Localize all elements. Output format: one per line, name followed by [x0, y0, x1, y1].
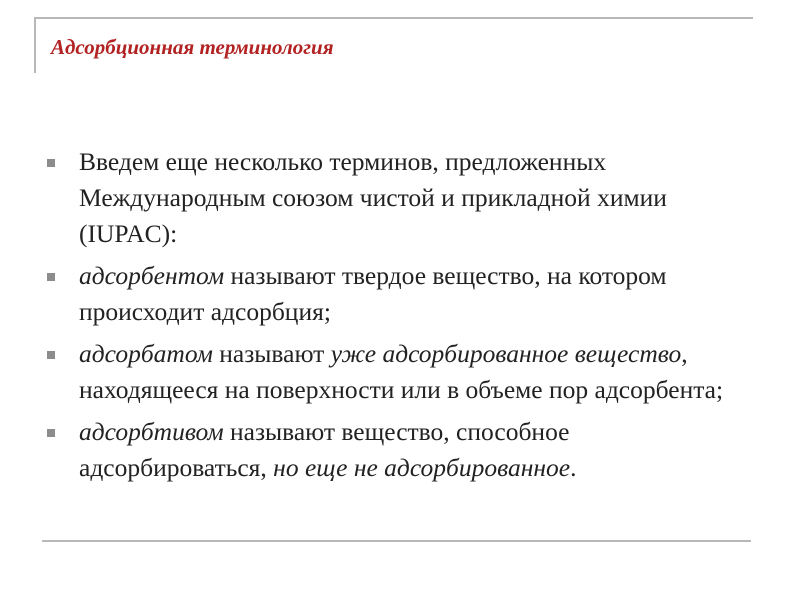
bullet-text: Введем еще несколько терминов, предложенных Международным союзом чистой и прикладной химии (IUPAC): — [79, 147, 667, 248]
slide-title: Адсорбционная терминология — [51, 35, 334, 59]
bullet-item-adsorbent — [0, 258, 800, 330]
bullet-square-icon — [47, 351, 55, 359]
bullet-square-icon — [47, 273, 55, 281]
bullet-square-icon — [47, 159, 55, 167]
bullet-item-adsorptive — [0, 414, 800, 486]
bullet-square-icon — [47, 429, 55, 437]
definition-text: называют — [212, 339, 331, 368]
definition-text: называют твердое вещество, на котором происходит адсорбция; — [79, 261, 667, 326]
bottom-divider-line — [42, 540, 751, 542]
emphasis-text: уже адсорбированное вещество — [330, 339, 682, 368]
term-adsorbent: адсорбентом — [79, 261, 225, 290]
definition-text: , находящееся на поверхности или в объеме пор адсорбента; — [79, 339, 724, 404]
definition-text: . — [570, 453, 577, 482]
bullet-list — [0, 144, 800, 492]
emphasis-text: но еще не адсорбированное — [273, 453, 571, 482]
bullet-item-adsorbate — [0, 336, 800, 408]
left-divider-line — [34, 17, 36, 73]
definition-text: называют вещество, способное адсорбироваться, — [79, 417, 570, 482]
term-adsorbate: адсорбатом — [79, 339, 213, 368]
term-adsorptive: адсорбтивом — [79, 417, 224, 446]
top-divider-line — [34, 17, 753, 19]
bullet-item-intro — [0, 144, 800, 252]
